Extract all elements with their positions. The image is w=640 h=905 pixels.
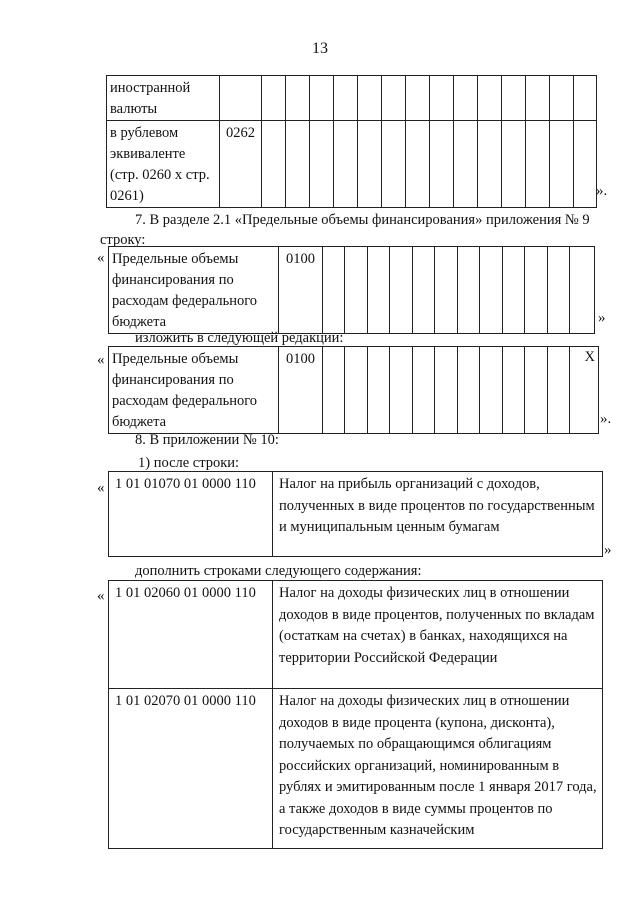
closing-quote: » xyxy=(604,542,612,558)
table-row xyxy=(109,581,603,689)
table-row xyxy=(107,76,597,121)
kbk-table-new xyxy=(108,580,603,849)
financing-limits-table-new xyxy=(108,346,599,434)
paragraph-7-line2: строку: xyxy=(100,232,146,248)
kbk-table-after xyxy=(108,471,603,557)
row-code: 0100 xyxy=(279,347,323,434)
kbk-description: Налог на прибыль организаций с доходов, полученных в виде процентов по государственным и муниципальным ценным бумагам xyxy=(273,472,603,557)
table-row xyxy=(107,121,597,208)
table-row xyxy=(109,247,595,334)
opening-quote: « xyxy=(97,352,105,368)
page-number: 13 xyxy=(312,40,328,57)
kbk-code: 1 01 02060 01 0000 110 xyxy=(109,581,273,689)
row-code xyxy=(220,76,262,121)
table-row xyxy=(109,347,599,434)
closing-quote: ». xyxy=(600,411,612,427)
closing-quote: ». xyxy=(596,183,608,199)
kbk-code: 1 01 01070 01 0000 110 xyxy=(109,472,273,557)
add-instruction: дополнить строками следующего содержания: xyxy=(135,563,422,579)
replace-instruction: изложить в следующей редакции: xyxy=(135,330,344,346)
row-label: в рублевом эквиваленте (стр. 0260 x стр. 0261) xyxy=(107,121,220,208)
table-row xyxy=(109,472,603,557)
indicator-table-currency xyxy=(106,75,597,208)
row-label: иностранной валюты xyxy=(107,76,220,121)
opening-quote: « xyxy=(97,480,105,496)
financing-limits-table-old xyxy=(108,246,595,334)
row-code: 0100 xyxy=(279,247,323,334)
row-label: Предельные объемы финансирования по расходам федерального бюджета xyxy=(109,247,279,334)
closing-quote: » xyxy=(598,310,606,326)
paragraph-8: 8. В приложении № 10: xyxy=(135,432,279,448)
kbk-description: Налог на доходы физических лиц в отношении доходов в виде процента (купона, дисконта), получаемых по обращающимся облигациям российских организаций, номинированным в рублях и эмитированным после 1 января 2017 года, а также доходов в виде суммы процентов по государственным казначейским xyxy=(273,689,603,849)
x-mark: X xyxy=(570,347,599,434)
row-code: 0262 xyxy=(220,121,262,208)
kbk-code: 1 01 02070 01 0000 110 xyxy=(109,689,273,849)
row-label: Предельные объемы финансирования по расходам федерального бюджета xyxy=(109,347,279,434)
subpoint-1: 1) после строки: xyxy=(138,455,240,471)
opening-quote: « xyxy=(97,250,105,266)
paragraph-7: 7. В разделе 2.1 «Предельные объемы финансирования» приложения № 9 xyxy=(135,212,590,228)
kbk-description: Налог на доходы физических лиц в отношении доходов в виде процентов, полученных по вкладам (остаткам на счетах) в банках, находящихся на территории Российской Федерации xyxy=(273,581,603,689)
opening-quote: « xyxy=(97,588,105,604)
table-row xyxy=(109,689,603,849)
